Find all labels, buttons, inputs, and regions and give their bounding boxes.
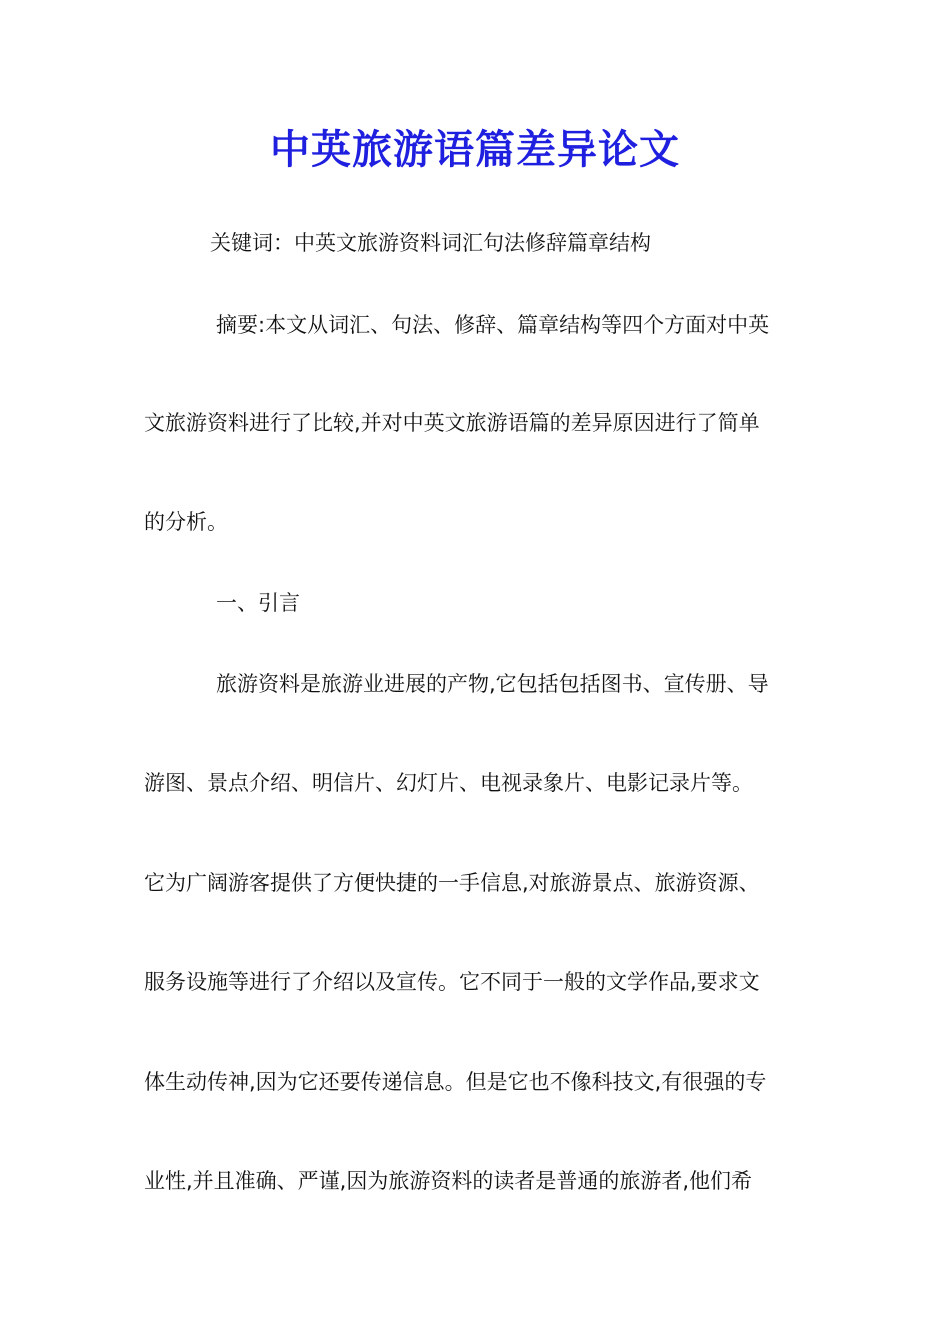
body-line-1: 旅游资料是旅游业进展的产物,它包括包括图书、宣传册、导 <box>216 672 769 696</box>
body-line-5: 体生动传神,因为它还要传递信息。但是它也不像科技文,有很强的专 <box>144 1070 767 1094</box>
abstract-line-1: 摘要:本文从词汇、句法、修辞、篇章结构等四个方面对中英 <box>216 313 770 337</box>
body-line-2: 游图、景点介绍、明信片、幻灯片、电视录象片、电影记录片等。 <box>144 771 753 795</box>
body-line-6: 业性,并且准确、严谨,因为旅游资料的读者是普通的旅游者,他们希 <box>144 1169 753 1193</box>
body-line-3: 它为广阔游客提供了方便快捷的一手信息,对旅游景点、旅游资源、 <box>144 871 760 895</box>
section-heading: 一、引言 <box>216 591 300 615</box>
body-line-4: 服务设施等进行了介绍以及宣传。它不同于一般的文学作品,要求文 <box>144 970 760 994</box>
keywords-line: 关键词：中英文旅游资料词汇句法修辞篇章结构 <box>210 231 651 255</box>
abstract-line-2: 文旅游资料进行了比较,并对中英文旅游语篇的差异原因进行了简单 <box>144 411 760 435</box>
abstract-line-3: 的分析。 <box>144 510 228 534</box>
document-title: 中英旅游语篇差异论文 <box>270 126 680 173</box>
